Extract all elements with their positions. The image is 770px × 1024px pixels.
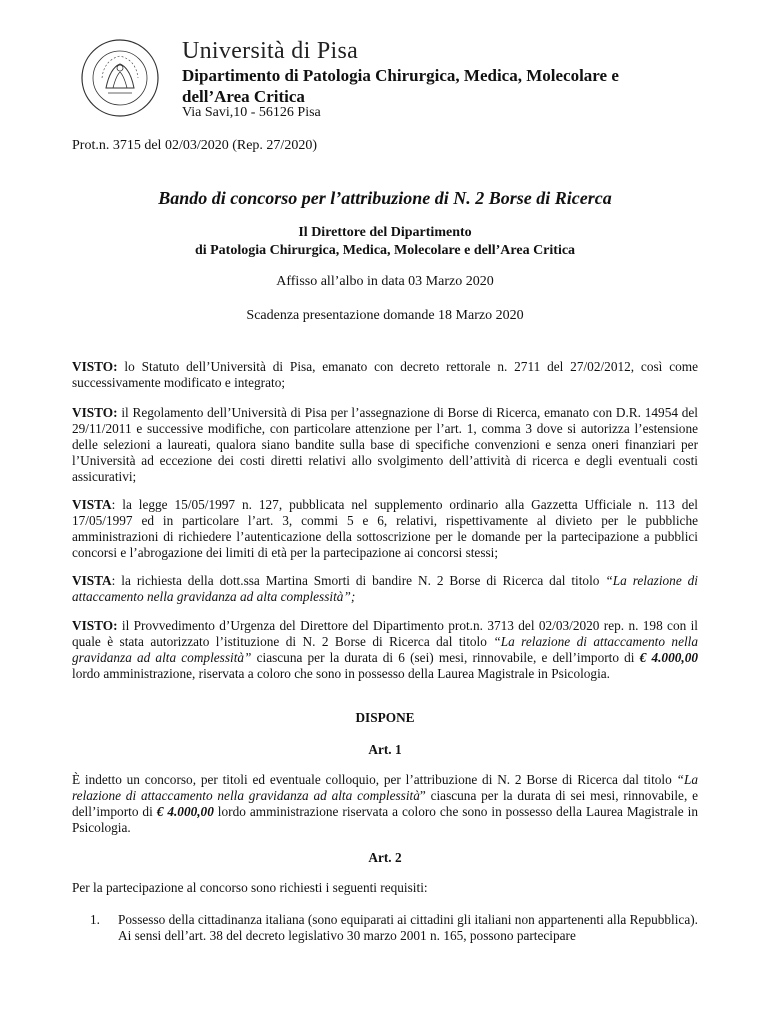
paragraph-label: VISTA (72, 573, 112, 588)
scholarship-title: “La relazione di attaccamento nella gravidanza ad alta complessità (72, 772, 698, 803)
director-line-2: di Patologia Chirurgica, Medica, Molecolare e dell’Area Critica (194, 243, 576, 258)
protocol-number: Prot.n. 3715 del 02/03/2020 (Rep. 27/2020) (72, 138, 317, 153)
art2-intro: Per la partecipazione al concorso sono richiesti i seguenti requisiti: (72, 880, 428, 895)
scholarship-amount: € 4.000,00 (156, 804, 214, 819)
paragraph-vista-richiesta (72, 573, 698, 605)
paragraph-visto-provvedimento (72, 618, 698, 682)
list-item-number: 1. (90, 912, 100, 927)
paragraph-visto-regolamento (72, 405, 698, 485)
scadenza-line: Scadenza presentazione domande 18 Marzo 2020 (246, 308, 524, 323)
paragraph-visto-statuto (72, 359, 698, 391)
paragraph-text: È indetto un concorso, per titoli ed eventuale colloquio, per l’attribuzione di N. 2 Borse di Ricerca dal titolo (72, 772, 677, 787)
director-heading (0, 224, 770, 260)
paragraph-vista-legge (72, 497, 698, 561)
paragraph-text: il Regolamento dell’Università di Pisa per l’assegnazione di Borse di Ricerca, emanato con D.R. 14954 del 29/11/2011 e successive modifiche, con particolare attenzione per l’art. 1, comma 3 dove si autorizza l’estensione delle selezioni a laureati, qualora siano bandite sulla base di specifiche convenzioni e senza oneri finanziari per l’Università ad eccezione dei costi diretti relativi allo svolgimento dell’attività di ricerca e degli eventuali costi assicurativi; (72, 405, 698, 484)
paragraph-text: : la legge 15/05/1997 n. 127, pubblicata nel supplemento ordinario alla Gazzetta Ufficiale n. 113 del 17/05/1997 ed in particolare l’art. 3, commi 5 e 6, relativi, rispettivamente al divieto per le pubbliche amministrazioni di richiedere l’autenticazione della sottoscrizione per le domande per la partecipazione a pubblici concorsi e l’abrogazione dei limiti di età per la partecipazione ai concorsi stessi; (72, 497, 698, 560)
director-line-1: Il Direttore del Dipartimento (298, 225, 472, 240)
paragraph-text: lordo amministrazione, riservata a coloro che sono in possesso della Laurea Magistrale in Psicologia. (72, 666, 611, 681)
affisso-line: Affisso all’albo in data 03 Marzo 2020 (276, 274, 494, 289)
dispone-heading: DISPONE (355, 710, 415, 725)
paragraph-label: VISTO: (72, 618, 118, 633)
paragraph-text: : la richiesta della dott.ssa Martina Smorti di bandire N. 2 Borse di Ricerca dal titolo (111, 573, 606, 588)
paragraph-label: VISTO: (72, 405, 118, 420)
document-title: Bando di concorso per l’attribuzione di N. 2 Borse di Ricerca (158, 188, 612, 208)
university-name: Università di Pisa (182, 38, 359, 64)
paragraph-text: lordo amministrazione riservata a coloro che sono in possesso della Laurea Magistrale in Psicologia. (72, 804, 698, 835)
scholarship-amount: € 4.000,00 (639, 650, 698, 665)
scholarship-title: “La relazione di attaccamento nella gravidanza ad alta complessità”; (72, 573, 698, 604)
paragraph-text: ciascuna per la durata di 6 (sei) mesi, rinnovabile, e dell’importo di (251, 650, 640, 665)
art2-heading: Art. 2 (368, 850, 402, 865)
university-seal-icon (80, 38, 160, 118)
scholarship-title: “La relazione di attaccamento nella gravidanza ad alta complessità” (72, 634, 699, 665)
paragraph-text: il Provvedimento d’Urgenza del Direttore del Dipartimento prot.n. 3713 del 02/03/2020 rep. n. 198 con il quale è stata autorizzato l’istituzione di N. 2 Borse di Ricerca dal titolo (72, 618, 698, 649)
paragraph-label: VISTO: (72, 359, 118, 374)
paragraph-label: VISTA (72, 497, 112, 512)
department-name: Dipartimento di Patologia Chirurgica, Medica, Molecolare e dell’Area Critica (182, 66, 619, 106)
paragraph-text: ” ciascuna per la durata di sei mesi, rinnovabile, e dell’importo di (72, 788, 698, 819)
art1-text (72, 772, 698, 836)
list-item (90, 912, 698, 944)
list-item-text: Possesso della cittadinanza italiana (sono equiparati ai cittadini gli italiani non appartenenti alla Repubblica). Ai sensi dell’art. 38 del decreto legislativo 30 marzo 2001 n. 165, possono partecipare (118, 912, 698, 943)
department-address: Via Savi,10 - 56126 Pisa (182, 105, 321, 120)
paragraph-text: lo Statuto dell’Università di Pisa, emanato con decreto rettorale n. 2711 del 27/02/2012, così come successivamente modificato e integrato; (72, 359, 698, 390)
art1-heading: Art. 1 (368, 742, 402, 757)
